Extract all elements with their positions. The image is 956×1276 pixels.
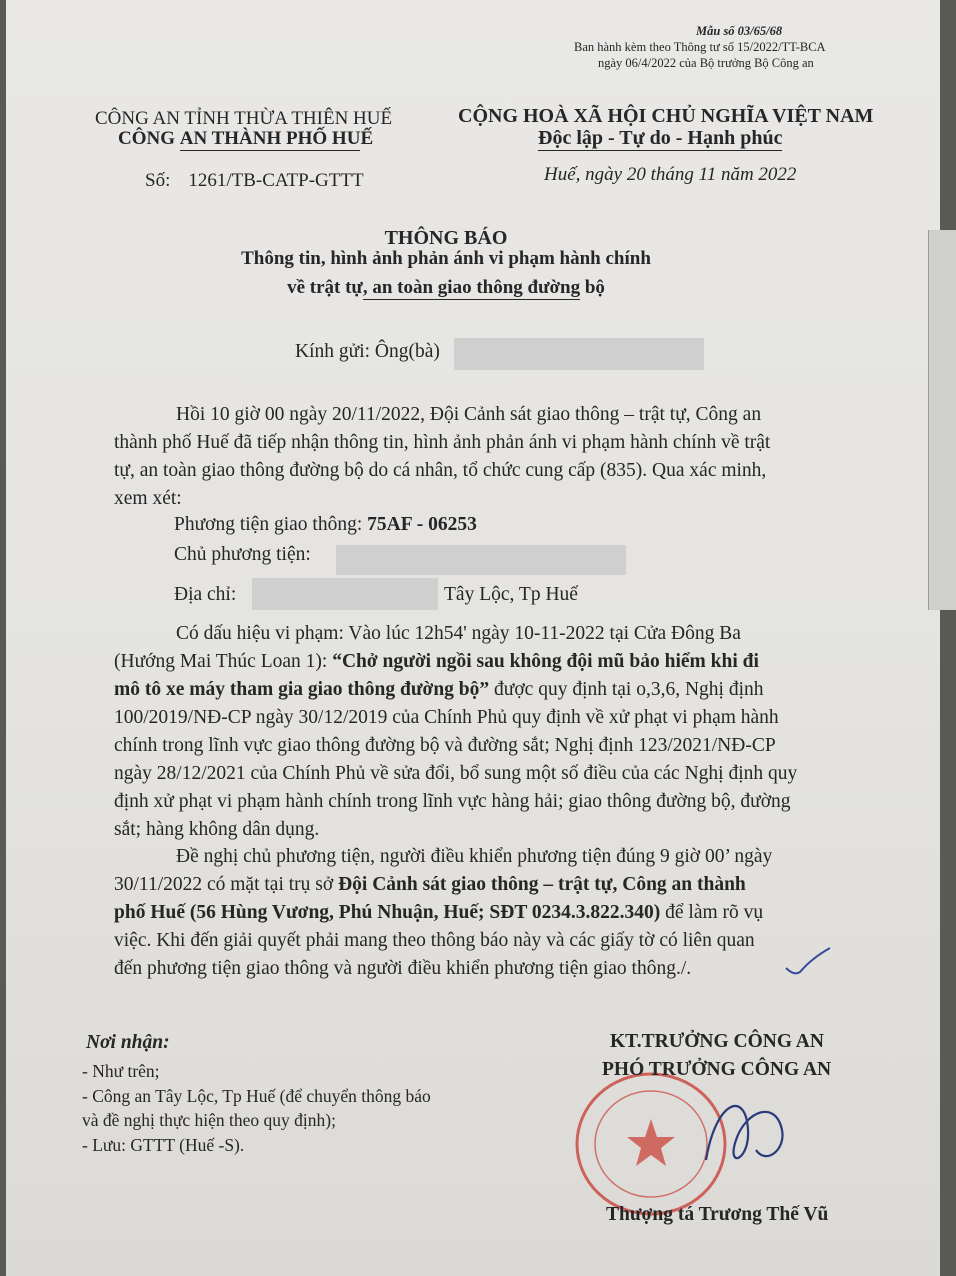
- handwritten-check-mark: [782, 942, 842, 982]
- signer-name: Thượng tá Trương Thế Vũ: [606, 1204, 829, 1225]
- salutation: Kính gửi: Ông(bà): [295, 341, 440, 362]
- recipients-title: Nơi nhận:: [86, 1032, 170, 1053]
- address-line: Địa chỉ: Tây Lộc, Tp Huế: [174, 584, 578, 605]
- org-parent: CÔNG AN TỈNH THỪA THIÊN HUẾ: [95, 108, 393, 129]
- handwritten-signature: [686, 1080, 806, 1190]
- national-title: CỘNG HOÀ XÃ HỘI CHỦ NGHĨA VIỆT NAM: [458, 105, 874, 127]
- redaction-address: [252, 578, 438, 610]
- recipient-item: - Lưu: GTTT (Huế -S).: [82, 1135, 245, 1155]
- vehicle-plate: 75AF - 06253: [367, 514, 477, 535]
- recipient-item: - Như trên;: [82, 1061, 160, 1081]
- signature-title: PHÓ TRƯỞNG CÔNG AN: [602, 1059, 832, 1080]
- notice-title: THÔNG BÁO: [384, 227, 508, 249]
- notice-subtitle-2: về trật tự, an toàn giao thông đường bộ: [287, 277, 605, 298]
- document-number: Số: 1261/TB-CATP-GTTT: [145, 170, 364, 191]
- org-name: CÔNG AN THÀNH PHỐ HUẾ: [118, 128, 374, 149]
- background-paper-edge: [928, 230, 956, 610]
- paragraph-intro: Hồi 10 giờ 00 ngày 20/11/2022, Đội Cảnh sát giao thông – trật tự, Công an thành phố Huế đã tiếp nhận thông tin, hình ảnh phản ánh vi phạm hành chính về trật tự, an toàn giao thông đường bộ do cá nhân, tổ chức cung cấp (835). Qua xác minh, xem xét:: [114, 404, 771, 509]
- vehicle-line: Phương tiện giao thông: 75AF - 06253: [174, 514, 477, 535]
- paragraph-violation: Có dấu hiệu vi phạm: Vào lúc 12h54' ngày 10-11-2022 tại Cửa Đông Ba (Hướng Mai Thúc Loan 1): “Chở người ngồi sau không đội mũ bảo hiểm khi đi mô tô xe máy tham gia giao thông đường bộ” được quy định tại o,3,6, Nghị định 100/2019/NĐ-CP ngày 30/12/2019 của Chính Phủ quy định về xử phạt vi phạm hành chính trong lĩnh vực giao thông đường bộ và đường sắt; Nghị định 123/2021/NĐ-CP ngày 28/12/2021 của Chính Phủ về sửa đổi, bổ sung một số điều của các Nghị định quy định xử phạt vi phạm hành chính trong lĩnh vực hàng hải; giao thông đường bộ, đường sắt; hàng không dân dụng.: [114, 623, 798, 840]
- redaction-recipient: [454, 338, 704, 370]
- recipient-item: và đề nghị thực hiện theo quy định);: [82, 1110, 336, 1130]
- issued-note-1: Ban hành kèm theo Thông tư số 15/2022/TT-BCA: [574, 40, 826, 54]
- issued-note-2: ngày 06/4/2022 của Bộ trưởng Bộ Công an: [598, 56, 814, 70]
- redaction-owner: [336, 545, 626, 575]
- owner-line: Chủ phương tiện:: [174, 544, 311, 565]
- form-number: Mẫu số 03/65/68: [696, 24, 783, 38]
- notice-subtitle-1: Thông tin, hình ảnh phản ánh vi phạm hành chính: [241, 248, 651, 269]
- recipient-item: - Công an Tây Lộc, Tp Huế (để chuyển thông báo: [82, 1086, 431, 1106]
- paragraph-request: Đề nghị chủ phương tiện, người điều khiển phương tiện đúng 9 giờ 00’ ngày 30/11/2022 có mặt tại trụ sở Đội Cảnh sát giao thông – trật tự, Công an thành phố Huế (56 Hùng Vương, Phú Nhuận, Huế; SĐT 0234.3.822.340) để làm rõ vụ việc. Khi đến giải quyết phải mang theo thông báo này và các giấy tờ có liên quan đến phương tiện giao thông và người điều khiển phương tiện giao thông./.: [114, 846, 773, 979]
- place-date: Huế, ngày 20 tháng 11 năm 2022: [544, 164, 797, 185]
- national-motto: Độc lập - Tự do - Hạnh phúc: [538, 127, 783, 149]
- signature-authority: KT.TRƯỞNG CÔNG AN: [610, 1031, 824, 1052]
- document-page: [6, 0, 940, 1276]
